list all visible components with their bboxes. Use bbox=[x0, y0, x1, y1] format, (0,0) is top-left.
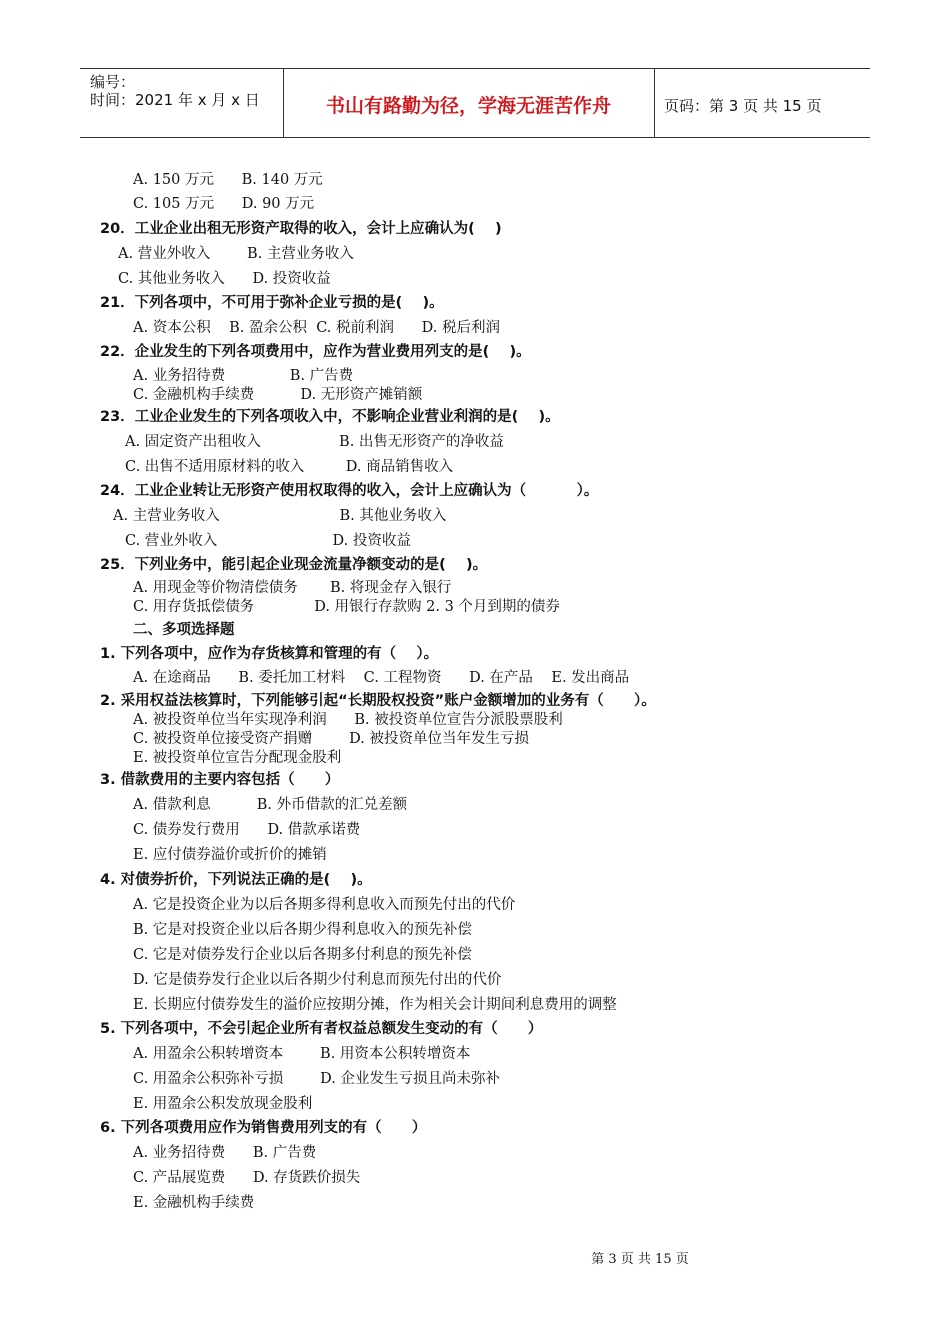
question-text: 23．工业企业发生的下列各项收入中，不影响企业营业利润的是( )。 bbox=[100, 409, 560, 425]
serial-number-label: 编号： bbox=[90, 73, 136, 91]
question-text: 二、多项选择题 bbox=[133, 622, 235, 638]
option-text: C. 被投资单位接受资产捐赠 D. 被投资单位当年发生亏损 bbox=[133, 731, 529, 747]
option-text: C. 用存货抵偿债务 D. 用银行存款购 2. 3 个月到期的债券 bbox=[133, 599, 560, 615]
option-text: C. 产品展览费 D. 存货跌价损失 bbox=[133, 1170, 361, 1186]
question-text: 2. 采用权益法核算时，下列能够引起“长期股权投资”账户金额增加的业务有（ ）。 bbox=[100, 693, 656, 709]
question-text: 20．工业企业出租无形资产取得的收入，会计上应确认为( ) bbox=[100, 221, 502, 237]
page-code-label: 页码：第 3 页 共 15 页 bbox=[664, 97, 822, 115]
option-text: A. 在途商品 B. 委托加工材料 C. 工程物资 D. 在产品 E. 发出商品 bbox=[133, 670, 630, 686]
option-text: C. 105 万元 D. 90 万元 bbox=[133, 196, 315, 212]
option-text: E. 应付债券溢价或折价的摊销 bbox=[133, 847, 327, 863]
header-middle-cell bbox=[283, 69, 655, 137]
option-text: E. 金融机构手续费 bbox=[133, 1195, 255, 1211]
option-text: E. 长期应付债券发生的溢价应按期分摊，作为相关会计期间利息费用的调整 bbox=[133, 997, 617, 1013]
option-text: C. 用盈余公积弥补亏损 D. 企业发生亏损且尚未弥补 bbox=[133, 1071, 500, 1087]
question-text: 3. 借款费用的主要内容包括（ ） bbox=[100, 772, 340, 788]
option-text: D. 它是债券发行企业以后各期少付利息而预先付出的代价 bbox=[133, 972, 502, 988]
option-text: C. 营业外收入 D. 投资收益 bbox=[125, 533, 411, 549]
option-text: E. 被投资单位宣告分配现金股利 bbox=[133, 750, 342, 766]
page-header bbox=[80, 68, 870, 138]
option-text: B. 它是对投资企业以后各期少得利息收入的预先补偿 bbox=[133, 922, 472, 938]
option-text: A. 150 万元 B. 140 万元 bbox=[133, 172, 323, 188]
option-text: C. 金融机构手续费 D. 无形资产摊销额 bbox=[133, 387, 423, 403]
option-text: A. 主营业务收入 B. 其他业务收入 bbox=[113, 508, 447, 524]
option-text: C. 它是对债券发行企业以后各期多付利息的预先补偿 bbox=[133, 947, 472, 963]
question-text: 24．工业企业转让无形资产使用权取得的收入，会计上应确认为（ ）。 bbox=[100, 483, 599, 499]
option-text: A. 用盈余公积转增资本 B. 用资本公积转增资本 bbox=[133, 1046, 471, 1062]
option-text: A. 用现金等价物清偿债务 B. 将现金存入银行 bbox=[133, 580, 452, 596]
option-text: A. 资本公积 B. 盈余公积 C. 税前利润 D. 税后利润 bbox=[133, 320, 500, 336]
header-left-cell bbox=[80, 69, 284, 137]
option-text: A. 营业外收入 B. 主营业务收入 bbox=[118, 246, 354, 262]
date-label: 时间：2021 年 x 月 x 日 bbox=[90, 91, 260, 109]
question-text: 22．企业发生的下列各项费用中，应作为营业费用列支的是( )。 bbox=[100, 344, 531, 360]
question-text: 6. 下列各项费用应作为销售费用列支的有（ ） bbox=[100, 1120, 427, 1136]
option-text: C. 其他业务收入 D. 投资收益 bbox=[118, 271, 331, 287]
question-text: 25．下列业务中，能引起企业现金流量净额变动的是( )。 bbox=[100, 557, 488, 573]
option-text: A. 借款利息 B. 外币借款的汇兑差额 bbox=[133, 797, 408, 813]
question-text: 21．下列各项中，不可用于弥补企业亏损的是( )。 bbox=[100, 295, 444, 311]
page-footer: 第 3 页 共 15 页 bbox=[591, 1252, 689, 1267]
question-text: 1. 下列各项中，应作为存货核算和管理的有（ ）。 bbox=[100, 646, 439, 662]
question-text: 4. 对债券折价，下列说法正确的是( )。 bbox=[100, 872, 372, 888]
option-text: A. 被投资单位当年实现净利润 B. 被投资单位宣告分派股票股利 bbox=[133, 712, 563, 728]
header-motto: 书山有路勤为径，学海无涯苦作舟 bbox=[325, 95, 611, 117]
option-text: A. 它是投资企业为以后各期多得利息收入而预先付出的代价 bbox=[133, 897, 516, 913]
option-text: A. 业务招待费 B. 广告费 bbox=[133, 1145, 317, 1161]
question-text: 5. 下列各项中，不会引起企业所有者权益总额发生变动的有（ ） bbox=[100, 1021, 543, 1037]
option-text: A. 业务招待费 B. 广告费 bbox=[133, 368, 354, 384]
option-text: C. 出售不适用原材料的收入 D. 商品销售收入 bbox=[125, 459, 454, 475]
option-text: C. 债券发行费用 D. 借款承诺费 bbox=[133, 822, 361, 838]
option-text: E. 用盈余公积发放现金股利 bbox=[133, 1096, 313, 1112]
header-right-cell bbox=[654, 69, 870, 137]
option-text: A. 固定资产出租收入 B. 出售无形资产的净收益 bbox=[125, 434, 504, 450]
